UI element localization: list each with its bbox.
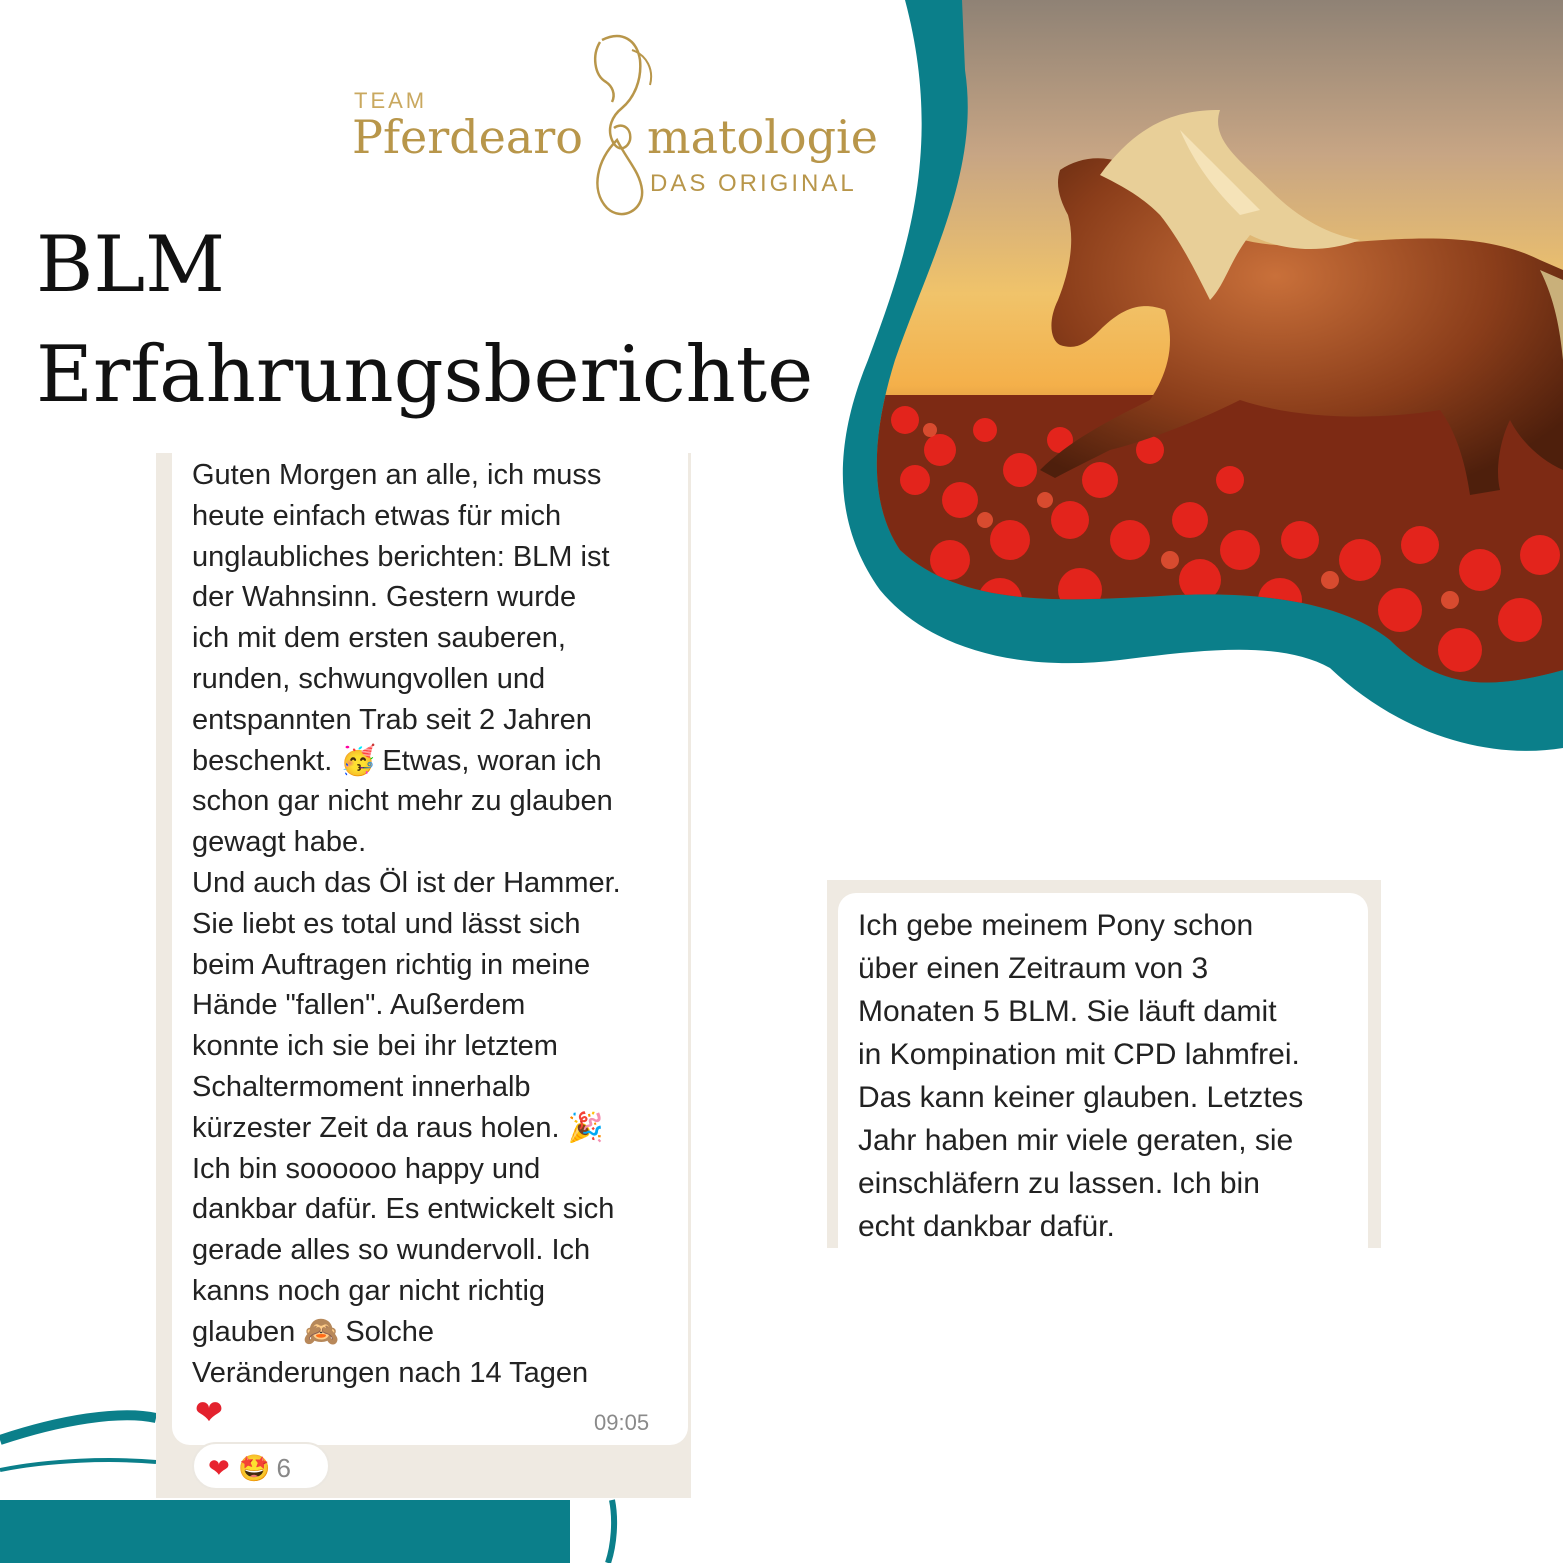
logo-part-1: Pferdearo [352, 110, 583, 164]
page-title-line-1: BLM [36, 220, 225, 310]
teal-curve-bottom [0, 1500, 570, 1563]
message-timestamp: 09:05 [594, 1410, 650, 1435]
teal-wave-line-2 [0, 1460, 156, 1470]
logo-part-2: matologie [646, 110, 878, 164]
reaction-count: 6 [276, 1453, 291, 1483]
logo-wordmark [352, 110, 878, 164]
message-1-part-b: Etwas, woran ich schon gar nicht mehr zu glauben gewagt habe. Und auch das Öl ist der Hammer. Sie liebt es total und lässt sich beim Auftragen richtig in meine Hände "fallen". Außerdem konnte ich sie bei ihr letztem Schaltermoment innerhalb kürzester Zeit da raus holen. [192, 744, 621, 1144]
party-face-emoji-icon: 🥳 [340, 744, 377, 777]
heart-reaction-icon: ❤ [208, 1454, 230, 1484]
message-1-part-d: Solche Veränderungen nach 14 Tagen [192, 1315, 589, 1389]
message-1-part-a: Guten Morgen an alle, ich muss heute einfach etwas für mich unglaubliches berichten: BLM ist der Wahnsinn. Gestern wurde ich mit dem ersten sauberen, runden, schwungvollen und entspannten Trab seit 2 Jahren beschenkt. [192, 459, 610, 777]
red-heart-emoji-icon: ❤ [194, 1394, 224, 1433]
page-title-line-2: Erfahrungsberichte [36, 330, 814, 420]
message-text-1 [192, 455, 672, 1436]
see-no-evil-monkey-emoji-icon: 🙈 [303, 1315, 340, 1348]
message-1-part-c: Ich bin soooooo happy und dankbar dafür. Es entwickelt sich gerade alles so wundervoll. Ich kanns noch gar nicht richtig glauben [192, 1152, 615, 1348]
teal-wave-line [0, 1415, 156, 1440]
logo-subtitle: DAS ORIGINAL [650, 170, 857, 197]
logo-team-text: TEAM [354, 88, 428, 113]
page-title [36, 210, 813, 430]
teal-vertical-line [608, 1500, 614, 1563]
star-eyes-reaction-icon: 🤩 [238, 1454, 271, 1484]
party-popper-emoji-icon: 🎉 [567, 1111, 604, 1144]
reaction-pill[interactable] [192, 1442, 330, 1490]
message-text-2: Ich gebe meinem Pony schon über einen Zeitraum von 3 Monaten 5 BLM. Sie läuft damit in Kompination mit CPD lahmfrei. Das kann keiner glauben. Letztes Jahr haben mir viele geraten, sie einschläfern zu lassen. Ich bin echt dankbar dafür. [858, 909, 1304, 1243]
